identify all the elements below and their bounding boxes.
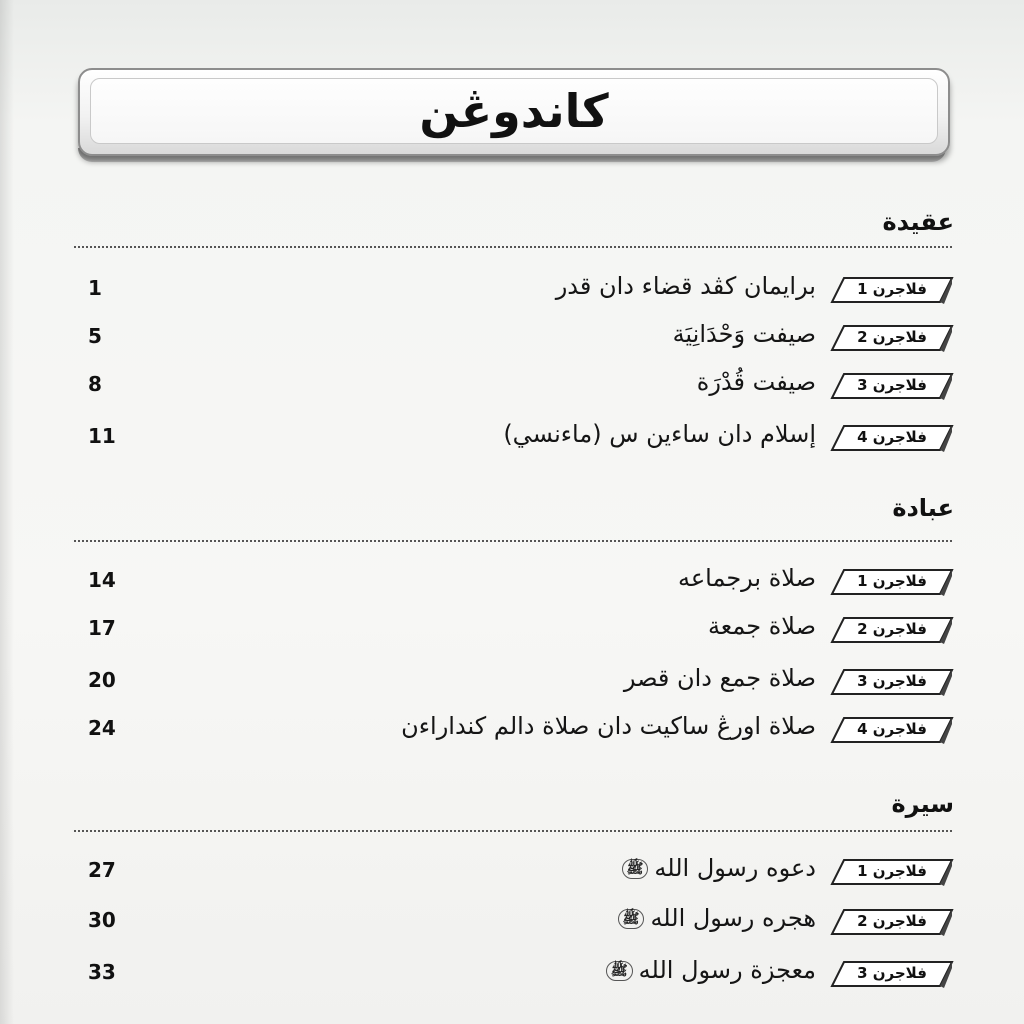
lesson-title-text: إسلام دان ساءين س (ماءنسي) — [503, 420, 816, 448]
lesson-title-text: هجره رسول الله — [650, 904, 816, 932]
lesson-badge — [830, 424, 954, 452]
toc-row[interactable] — [70, 662, 954, 706]
page-number: 24 — [88, 716, 116, 740]
page-number: 5 — [88, 324, 102, 348]
lesson-badge — [830, 858, 954, 886]
lesson-badge-label: فلاجرن 4 — [857, 720, 927, 738]
section-title-sirah: سيرة — [891, 790, 954, 818]
toc-row[interactable] — [70, 418, 954, 462]
toc-row[interactable] — [70, 366, 954, 410]
salawat-icon: ﷺ — [622, 859, 649, 879]
page-title: كاندوڠن — [419, 84, 609, 138]
lesson-badge-label: فلاجرن 4 — [857, 428, 927, 446]
lesson-title-text: صلاة جمعة — [707, 612, 816, 640]
lesson-title-text: صيفت وَحْدَانِيَة — [672, 320, 816, 348]
lesson-title-text: صلاة جمع دان قصر — [623, 664, 816, 692]
lesson-badge — [830, 568, 954, 596]
lesson-title — [606, 956, 816, 984]
lesson-title — [708, 612, 816, 640]
page-number: 14 — [88, 568, 116, 592]
lesson-badge-label: فلاجرن 3 — [857, 376, 927, 394]
section-divider — [74, 830, 952, 832]
lesson-title — [503, 420, 816, 448]
lesson-title-text: معجزة رسول الله — [638, 956, 816, 984]
lesson-title — [618, 904, 816, 932]
page-number: 20 — [88, 668, 116, 692]
lesson-badge — [830, 960, 954, 988]
lesson-title — [556, 272, 816, 300]
section-title-aqidah: عقيدة — [882, 208, 954, 236]
lesson-badge-label: فلاجرن 3 — [857, 964, 927, 982]
toc-row[interactable] — [70, 902, 954, 946]
lesson-title — [678, 564, 816, 592]
lesson-badge-label: فلاجرن 1 — [857, 280, 927, 298]
salawat-icon: ﷺ — [618, 909, 645, 929]
toc-row[interactable] — [70, 852, 954, 896]
toc-row[interactable] — [70, 954, 954, 998]
section-title-ibadah: عبادة — [892, 494, 954, 522]
lesson-title-text: دعوه رسول الله — [654, 854, 816, 882]
lesson-badge — [830, 908, 954, 936]
lesson-title — [624, 664, 816, 692]
lesson-badge-label: فلاجرن 1 — [857, 862, 927, 880]
toc-row[interactable] — [70, 270, 954, 314]
page-number: 17 — [88, 616, 116, 640]
section-divider — [74, 246, 952, 248]
lesson-badge — [830, 668, 954, 696]
page-number: 11 — [88, 424, 116, 448]
page-number: 8 — [88, 372, 102, 396]
toc-row[interactable] — [70, 610, 954, 654]
lesson-badge — [830, 324, 954, 352]
lesson-badge-label: فلاجرن 1 — [857, 572, 927, 590]
lesson-title — [622, 854, 817, 882]
lesson-badge — [830, 276, 954, 304]
lesson-badge-label: فلاجرن 2 — [857, 328, 927, 346]
lesson-badge — [830, 372, 954, 400]
lesson-title — [673, 320, 816, 348]
lesson-title — [401, 712, 816, 740]
toc-row[interactable] — [70, 318, 954, 362]
toc-row[interactable] — [70, 562, 954, 606]
salawat-icon: ﷺ — [606, 961, 633, 981]
lesson-badge — [830, 616, 954, 644]
lesson-title-text: صلاة برجماعه — [677, 564, 816, 592]
lesson-title — [697, 368, 816, 396]
page-edge-shadow — [0, 0, 14, 1024]
lesson-badge-label: فلاجرن 3 — [857, 672, 927, 690]
lesson-badge-label: فلاجرن 2 — [857, 912, 927, 930]
page-number: 33 — [88, 960, 116, 984]
page-number: 30 — [88, 908, 116, 932]
page-number: 1 — [88, 276, 102, 300]
lesson-badge-label: فلاجرن 2 — [857, 620, 927, 638]
lesson-badge — [830, 716, 954, 744]
toc-row[interactable] — [70, 710, 954, 754]
page-number: 27 — [88, 858, 116, 882]
section-divider — [74, 540, 952, 542]
lesson-title-text: صيفت قُدْرَة — [696, 368, 816, 396]
lesson-title-text: برايمان كڤد قضاء دان قدر — [555, 272, 816, 300]
lesson-title-text: صلاة اورڠ ساكيت دان صلاة دالم كنداراءن — [401, 712, 816, 740]
header-banner — [78, 68, 950, 156]
